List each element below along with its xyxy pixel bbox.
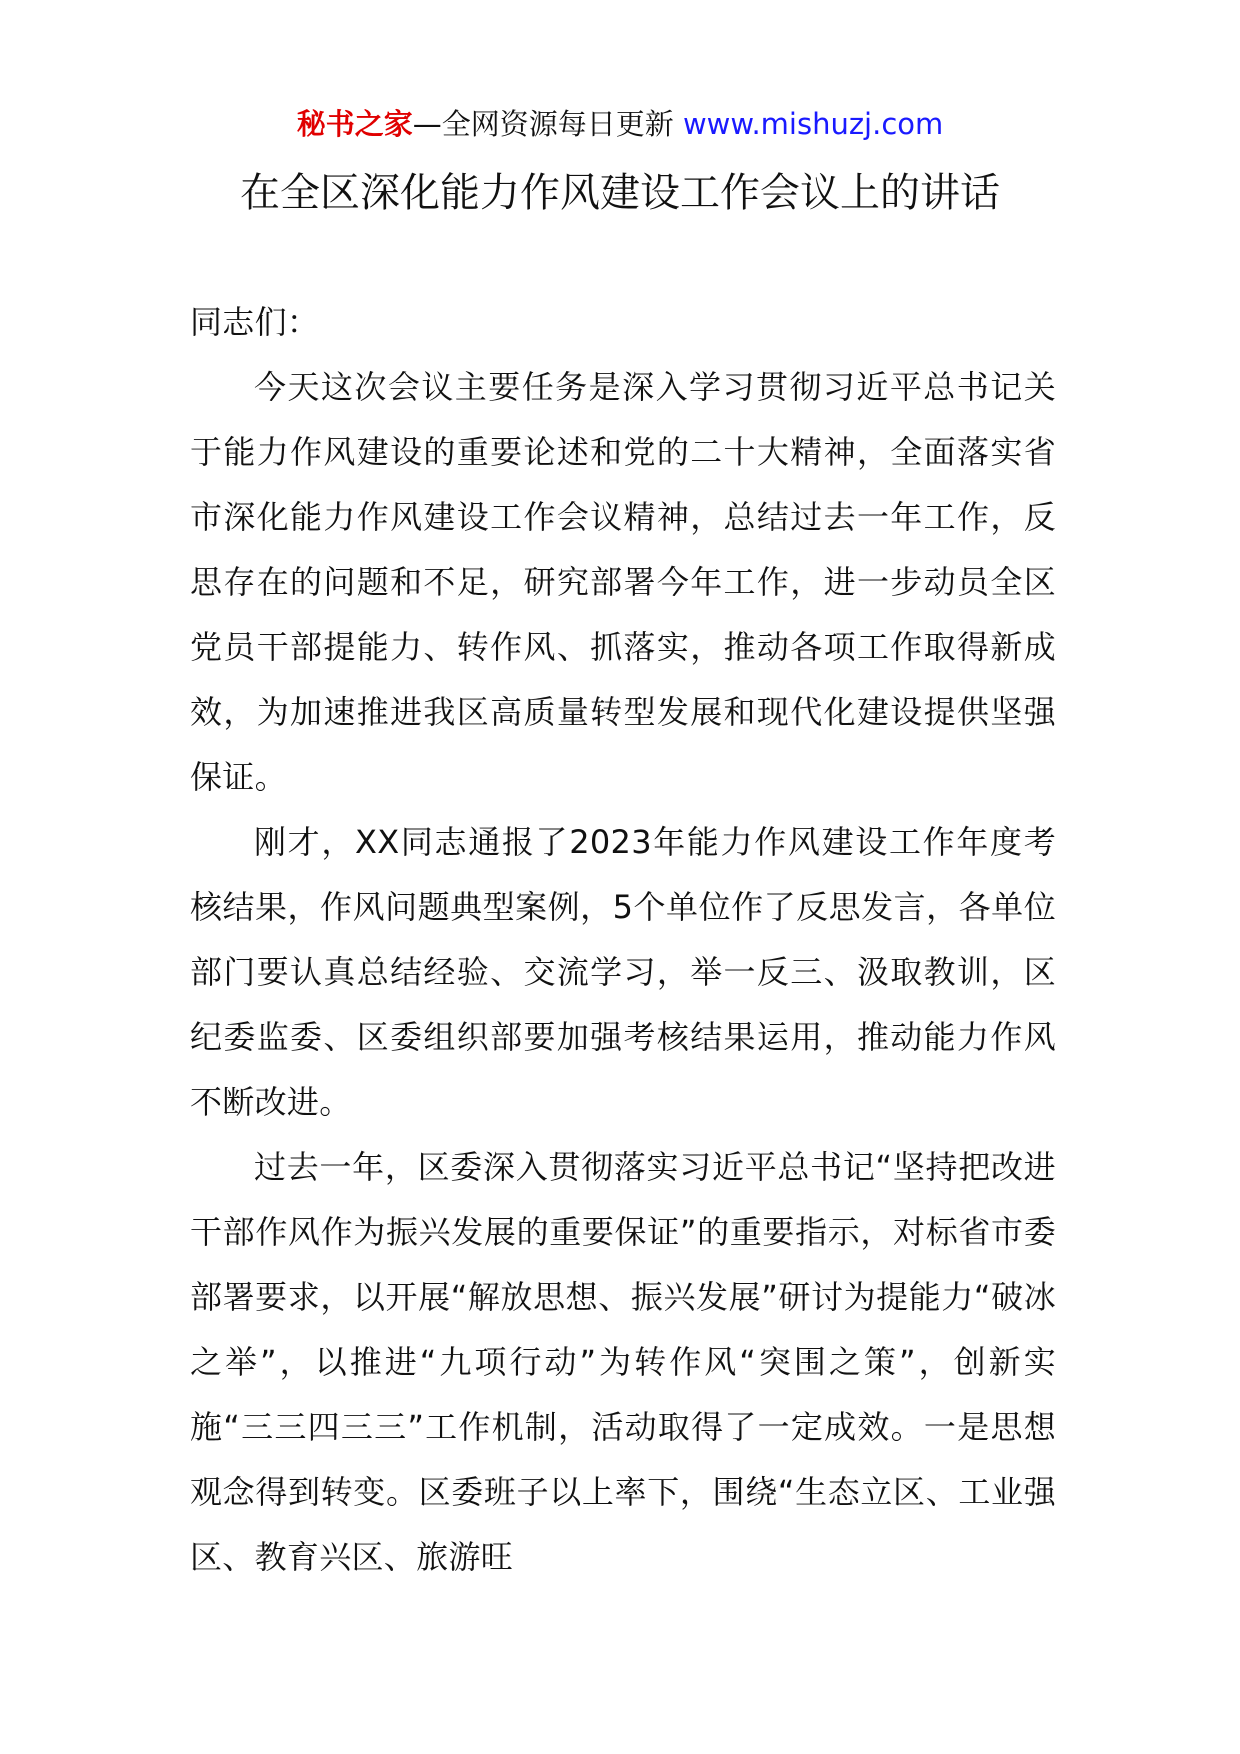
greeting: 同志们： [190,303,320,341]
site-header [0,102,1240,146]
site-url: www.mishuzj.com [682,107,944,141]
paragraph-3: 过去一年，区委深入贯彻落实习近平总书记“坚持把改进干部作风作为振兴发展的重要保证”的重要指示，对标省市委部署要求，以开展“解放思想、振兴发展”研讨为提能力“破冰之举”，以推进“九项行动”为转作风“突围之策”，创新实施“三三四三三”工作机制，活动取得了一定成效。一是思想观念得到转变。区委班子以上率下，围绕“生态立区、工业强区、教育兴区、旅游旺 [190,1148,1056,1576]
brand-name: 秘书之家 [296,107,413,141]
paragraph-1: 今天这次会议主要任务是深入学习贯彻习近平总书记关于能力作风建设的重要论述和党的二十大精神，全面落实省市深化能力作风建设工作会议精神，总结过去一年工作，反思存在的问题和不足，研究部署今年工作，进一步动员全区党员干部提能力、转作风、抓落实，推动各项工作取得新成效，为加速推进我区高质量转型发展和现代化建设提供坚强保证。 [190,368,1056,796]
paragraph-2: 刚才，XX同志通报了2023年能力作风建设工作年度考核结果，作风问题典型案例，5个单位作了反思发言，各单位部门要认真总结经验、交流学习，举一反三、汲取教训，区纪委监委、区委组织部要加强考核结果运用，推动能力作风不断改进。 [190,823,1056,1121]
document-title: 在全区深化能力作风建设工作会议上的讲话 [240,170,1000,216]
header-tagline: —全网资源每日更新 [412,107,683,141]
document-body [190,290,1056,1590]
